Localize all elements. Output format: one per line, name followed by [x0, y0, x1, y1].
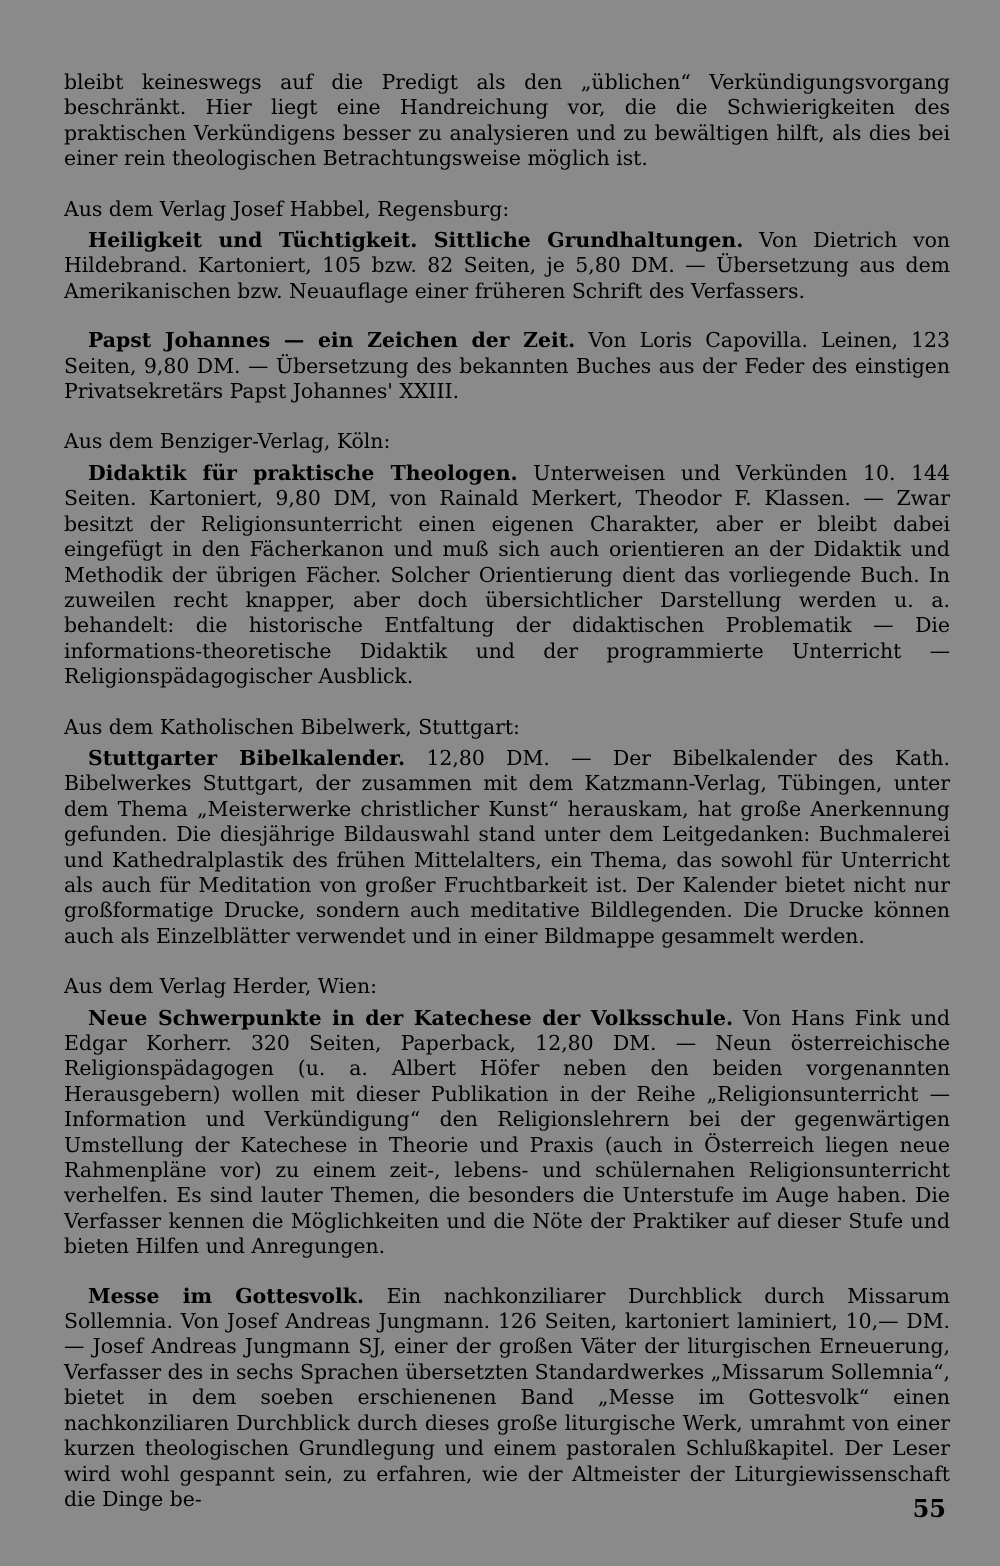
entry-neue-schwerpunkte: [64, 1006, 950, 1260]
entry-text: Ein nachkonziliarer Durchblick durch Missarum Sollemnia. Von Josef Andreas Jungmann. 126 Seiten, kartoniert laminiert, 10,— DM. — Josef Andreas Jungmann SJ, einer der großen Väter der liturgischen Erneuerung, Verfasser des in sechs Sprachen übersetzten Standardwerkes „Missarum Sollemnia“, bietet in dem soeben erschienenen Band „Messe im Gottesvolk“ einen nachkonziliaren Durchblick durch dieses große liturgische Werk, umrahmt von einer kurzen theologischen Grundlegung und einem pastoralen Schlußkapitel. Der Leser wird wohl gespannt sein, zu erfahren, wie der Altmeister der Liturgiewissenschaft die Dinge be-: [64, 1283, 950, 1511]
publisher-herder: Aus dem Verlag Herder, Wien:: [64, 974, 377, 999]
entry-text: Unterweisen und Verkünden 10. 144 Seiten. Kartoniert, 9,80 DM, von Rainald Merkert, Theodor F. Klassen. — Zwar besitzt der Religionsunterricht einen eigenen Charakter, aber er bleibt dabei eingefügt in den Fächerkanon und muß sich auch orientieren an der Didaktik und Methodik der übrigen Fächer. Solcher Orientierung dient das vorliegende Buch. In zuweilen recht knapper, aber doch übersichtlicher Darstellung werden u. a. behandelt: die historische Entfaltung der didaktischen Problematik — Die informations-theoretische Didaktik und der programmierte Unterricht — Religionspädagogischer Ausblick.: [64, 460, 950, 689]
entry-heiligkeit: [64, 228, 950, 304]
entry-didaktik: [64, 461, 950, 690]
publisher-bibelwerk: Aus dem Katholischen Bibelwerk, Stuttgart:: [64, 714, 520, 739]
intro-paragraph: bleibt keineswegs auf die Predigt als den „üblichen“ Verkündigungsvorgang beschränkt. Hier liegt eine Handreichung vor, die die Schwierigkeiten des praktischen Verkündigens besser zu analysieren und zu bewältigen hilft, als dies bei einer rein theologischen Betrachtungsweise möglich ist.: [64, 70, 950, 171]
entry-title: Neue Schwerpunkte in der Katechese der Volksschule.: [88, 1005, 734, 1030]
entry-title: Stuttgarter Bibelkalender.: [88, 745, 406, 770]
entry-bibelkalender: [64, 746, 950, 949]
entry-text: Von Dietrich von Hildebrand. Kartoniert, 105 bzw. 82 Seiten, je 5,80 DM. — Übersetzung aus dem Amerikanischen bzw. Neuauflage einer früheren Schrift des Verfassers.: [64, 228, 950, 303]
entry-text: Von Loris Capovilla. Leinen, 123 Seiten, 9,80 DM. — Übersetzung des bekannten Buches aus der Feder des einstigen Privatsekretärs Papst Johannes' XXIII.: [64, 328, 950, 404]
page-number: 55: [912, 1494, 946, 1523]
entry-title: Heiligkeit und Tüchtigkeit. Sittliche Grundhaltungen.: [88, 228, 744, 253]
entry-papst-johannes: [64, 328, 950, 404]
entry-title: Messe im Gottesvolk.: [88, 1283, 364, 1308]
entry-text: Von Hans Fink und Edgar Korherr. 320 Seiten, Paperback, 12,80 DM. — Neun österreichische Religionspädagogen (u. a. Albert Höfer neben den beiden vorgenannten Herausgebern) wollen mit dieser Publikation in der Reihe „Religionsunterricht — Information und Verkündigung“ den Religionslehrern bei der gegenwärtigen Umstellung der Katechese in Theorie und Praxis (auch in Österreich liegen neue Rahmenpläne vor) zu einem zeit-, lebens- und schülernahen Religionsunterricht verhelfen. Es sind lauter Themen, die besonders die Unterstufe im Auge haben. Die Verfasser kennen die Möglichkeiten und die Nöte der Praktiker auf dieser Stufe und bieten Hilfen und Anregungen.: [64, 1005, 950, 1259]
entry-messe-im-gottesvolk: [64, 1284, 950, 1513]
page-content: [64, 70, 950, 1512]
entry-title: Didaktik für praktische Theologen.: [88, 460, 518, 485]
entry-text: 12,80 DM. — Der Bibelkalender des Kath. Bibelwerkes Stuttgart, der zusammen mit dem Katzmann-Verlag, Tübingen, unter dem Thema „Meisterwerke christlicher Kunst“ herauskam, hat große Anerkennung gefunden. Die diesjährige Bildauswahl stand unter dem Leitgedanken: Buchmalerei und Kathedralplastik des frühen Mittelalters, ein Thema, das sowohl für Unterricht als auch für Meditation von großer Fruchtbarkeit ist. Der Kalender bietet nicht nur großformatige Drucke, sondern auch meditative Bildlegenden. Die Drucke können auch als Einzelblätter verwendet und in einer Bildmappe gesammelt werden.: [64, 745, 951, 948]
publisher-benziger: Aus dem Benziger-Verlag, Köln:: [64, 429, 391, 454]
entry-title: Papst Johannes — ein Zeichen der Zeit.: [88, 328, 576, 353]
publisher-habbel: Aus dem Verlag Josef Habbel, Regensburg:: [64, 196, 510, 221]
